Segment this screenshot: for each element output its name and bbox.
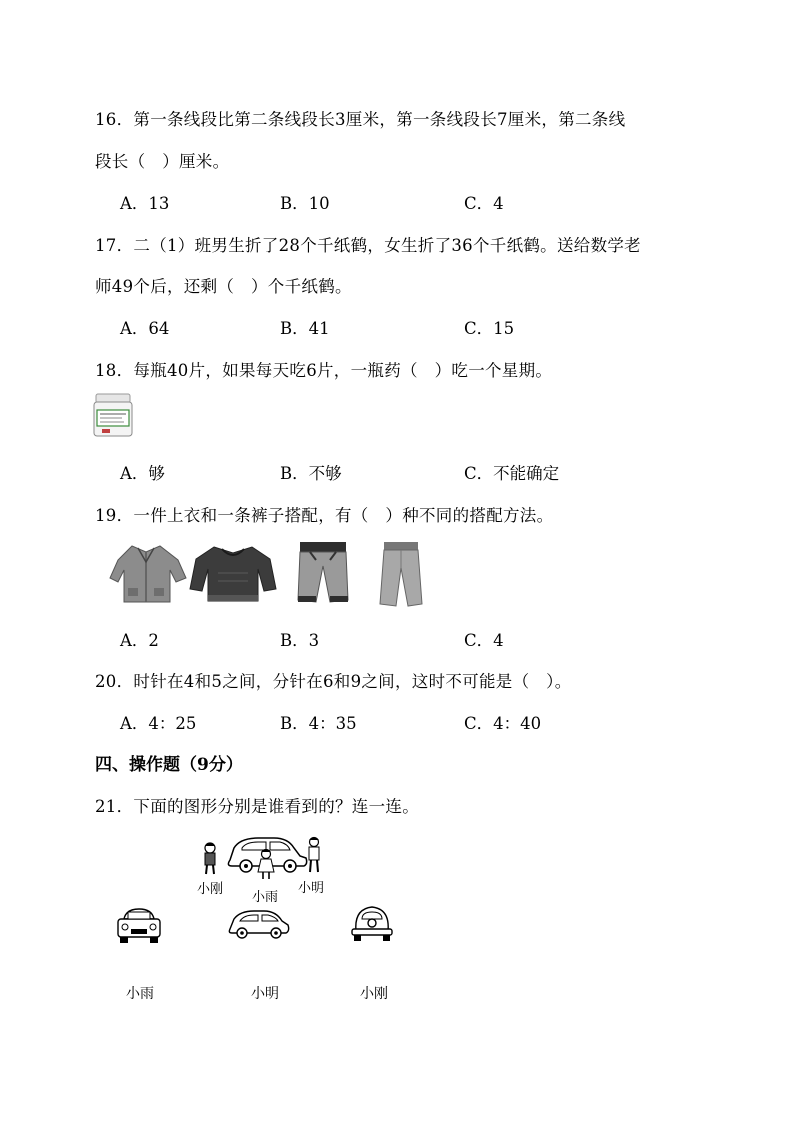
car-side-view-image — [226, 907, 292, 941]
q16-option-b: B．10 — [280, 194, 330, 213]
q16-option-c: C．4 — [464, 194, 504, 213]
q18-option-a: A．够 — [120, 464, 165, 483]
q16-line2: 段长（ ）厘米。 — [95, 152, 230, 171]
q17-option-b: B．41 — [280, 319, 330, 338]
pants-gray-image — [374, 540, 426, 608]
q16-line1: 16．第一条线段比第二条线段长3厘米，第一条线段长7厘米，第二条线 — [95, 110, 626, 129]
q18-option-c: C．不能确定 — [464, 464, 560, 483]
view-label-xiaogang: 小刚 — [360, 986, 388, 1002]
q18-option-b: B．不够 — [280, 464, 342, 483]
medicine-bottle-image — [92, 393, 134, 439]
q19-option-a: A．2 — [120, 631, 159, 650]
scene-label-xiaoyu: 小雨 — [252, 890, 279, 905]
section-4-title: 四、操作题（9分） — [95, 755, 243, 775]
q19-option-b: B．3 — [280, 631, 320, 650]
jacket-gray-image — [108, 540, 188, 608]
sweater-dark-image — [188, 543, 278, 605]
scene-label-xiaogang: 小刚 — [197, 882, 224, 897]
q20-option-a: A．4：25 — [120, 714, 197, 733]
view-label-xiaoyu: 小雨 — [126, 986, 154, 1002]
q20-option-c: C．4：40 — [464, 714, 542, 733]
pants-light-image — [294, 540, 352, 606]
view-label-xiaoming: 小明 — [251, 986, 279, 1002]
q20-option-b: B．4：35 — [280, 714, 357, 733]
scene-label-xiaoming: 小明 — [298, 881, 325, 896]
q20-line1: 20．时针在4和5之间，分针在6和9之间，这时不可能是（ ）。 — [95, 672, 572, 691]
q19-option-c: C．4 — [464, 631, 504, 650]
q17-line2: 师49个后，还剩（ ）个千纸鹤。 — [95, 277, 352, 296]
car-rear-view-image — [350, 903, 394, 943]
q17-line1: 17．二（1）班男生折了28个千纸鹤，女生折了36个千纸鹤。送给数学老 — [95, 236, 641, 255]
q16-option-a: A．13 — [120, 194, 170, 213]
q21-line1: 21．下面的图形分别是谁看到的？连一连。 — [95, 797, 419, 816]
q17-option-c: C．15 — [464, 319, 515, 338]
car-front-view-image — [116, 905, 162, 945]
car-scene-image — [196, 830, 332, 880]
q19-line1: 19．一件上衣和一条裤子搭配，有（ ）种不同的搭配方法。 — [95, 506, 554, 525]
q17-option-a: A．64 — [120, 319, 170, 338]
q18-line1: 18．每瓶40片，如果每天吃6片，一瓶药（ ）吃一个星期。 — [95, 361, 553, 380]
